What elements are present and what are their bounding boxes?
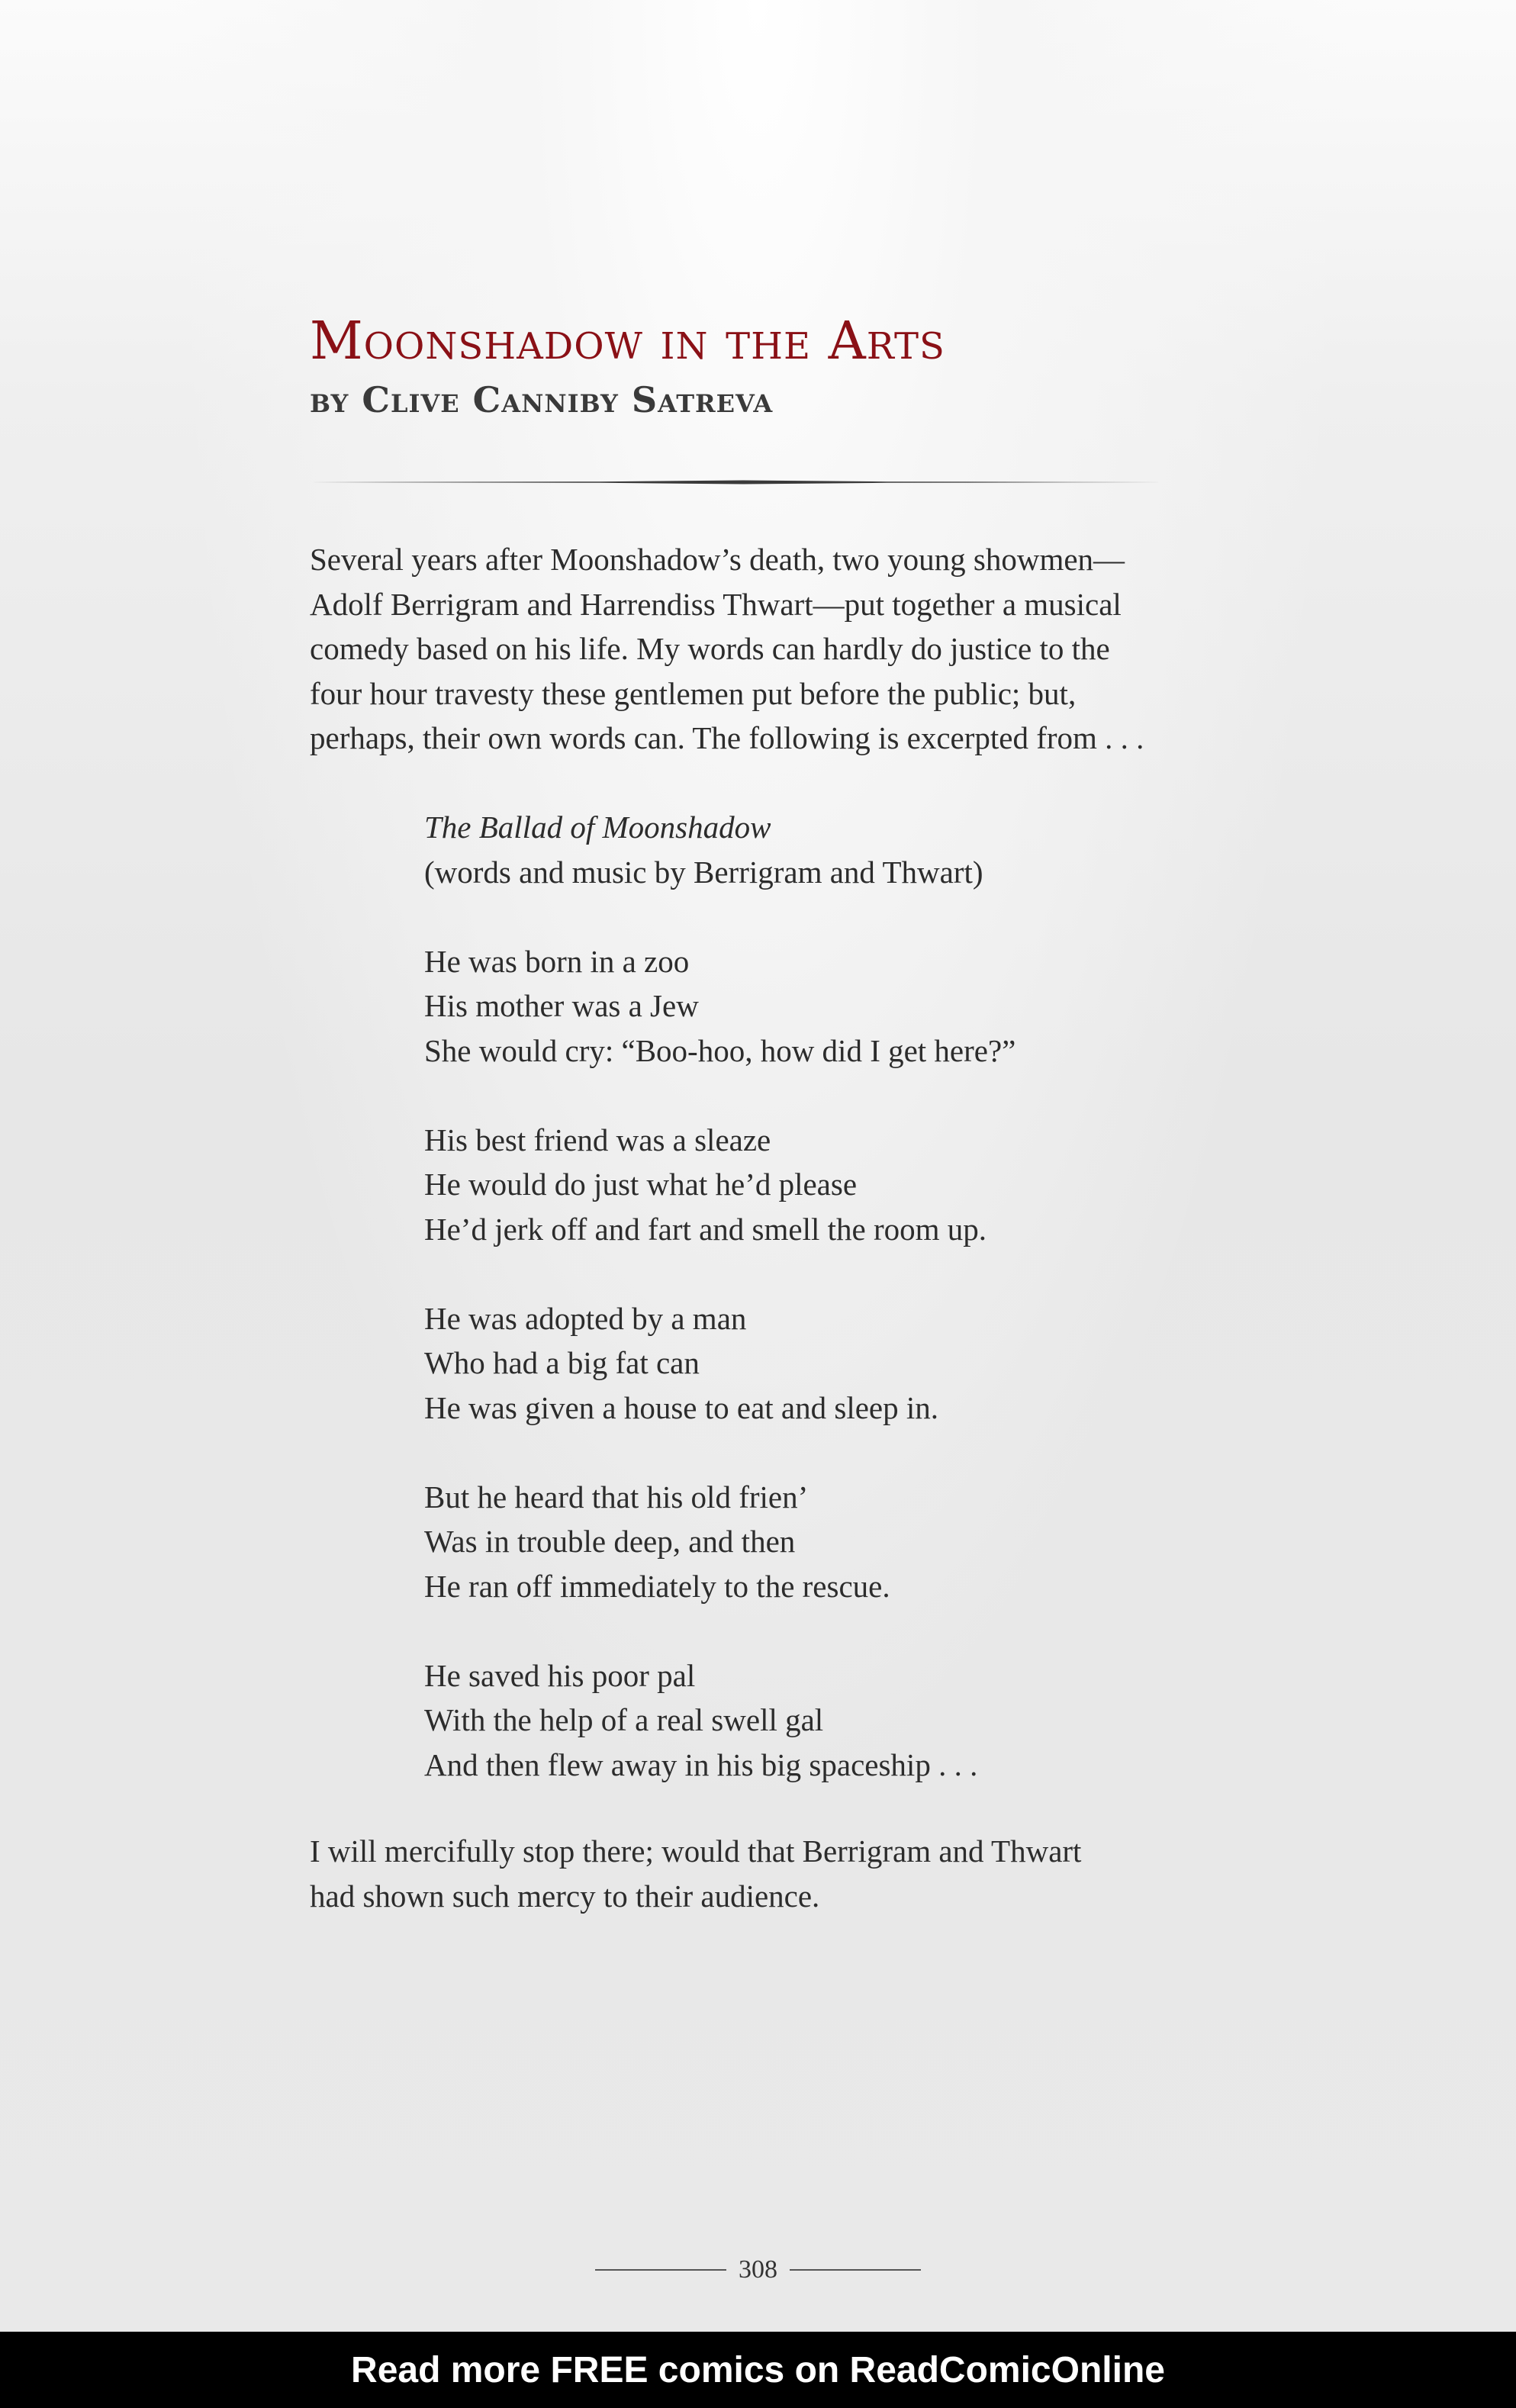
page-number: 308 — [739, 2255, 777, 2284]
intro-line: Adolf Berrigram and Harrendiss Thwart—put together a musical — [310, 586, 1122, 622]
verse-line: He ran off immediately to the rescue. — [424, 1568, 890, 1604]
closing-paragraph — [310, 1829, 1195, 1918]
verse-line: He saved his poor pal — [424, 1657, 696, 1693]
promo-link[interactable]: Read more FREE comics on ReadComicOnline — [351, 2349, 1165, 2390]
intro-line: four hour travesty these gentlemen put before the public; but, — [310, 675, 1077, 711]
page-folio — [0, 2251, 1516, 2289]
ballad-stanza — [424, 1475, 1187, 1609]
verse-line: He would do just what he’d please — [424, 1167, 858, 1202]
verse-line: He was born in a zoo — [424, 943, 690, 979]
article-byline: by Clive Canniby Satreva — [310, 379, 774, 420]
verse-line: Who had a big fat can — [424, 1345, 700, 1380]
ballad-stanza — [424, 939, 1187, 1074]
verse-line: She would cry: “Boo-hoo, how did I get here?” — [424, 1032, 1016, 1068]
folio-rule-right — [790, 2269, 921, 2271]
article-title: Moonshadow in the Arts — [310, 311, 945, 372]
verse-line: Was in trouble deep, and then — [424, 1524, 796, 1559]
verse-line: But he heard that his old frien’ — [424, 1479, 809, 1515]
verse-line: With the help of a real swell gal — [424, 1702, 824, 1737]
folio-rule-left — [595, 2269, 726, 2271]
ballad-excerpt — [424, 805, 1187, 1787]
verse-line: He was adopted by a man — [424, 1300, 747, 1336]
intro-line: comedy based on his life. My words can hardly do justice to the — [310, 631, 1110, 666]
intro-paragraph — [310, 537, 1195, 761]
title-divider-rule — [310, 478, 1176, 487]
promo-banner — [0, 2332, 1516, 2408]
ballad-stanza — [424, 1296, 1187, 1431]
closing-line: I will mercifully stop there; would that Berrigram and Thwart — [310, 1833, 1082, 1869]
ballad-credit: (words and music by Berrigram and Thwart) — [424, 854, 983, 890]
verse-line: His mother was a Jew — [424, 988, 699, 1023]
ballad-stanza — [424, 1653, 1187, 1788]
verse-line: And then flew away in his big spaceship . . . — [424, 1746, 978, 1782]
intro-line: Several years after Moonshadow’s death, two young showmen— — [310, 542, 1125, 577]
ballad-title: The Ballad of Moonshadow — [424, 810, 771, 845]
closing-line: had shown such mercy to their audience. — [310, 1878, 820, 1914]
intro-line: perhaps, their own words can. The following is excerpted from . . . — [310, 720, 1144, 755]
verse-line: He was given a house to eat and sleep in. — [424, 1389, 939, 1425]
verse-line: He’d jerk off and fart and smell the room up. — [424, 1211, 987, 1247]
ballad-stanza — [424, 1118, 1187, 1252]
verse-line: His best friend was a sleaze — [424, 1122, 771, 1157]
